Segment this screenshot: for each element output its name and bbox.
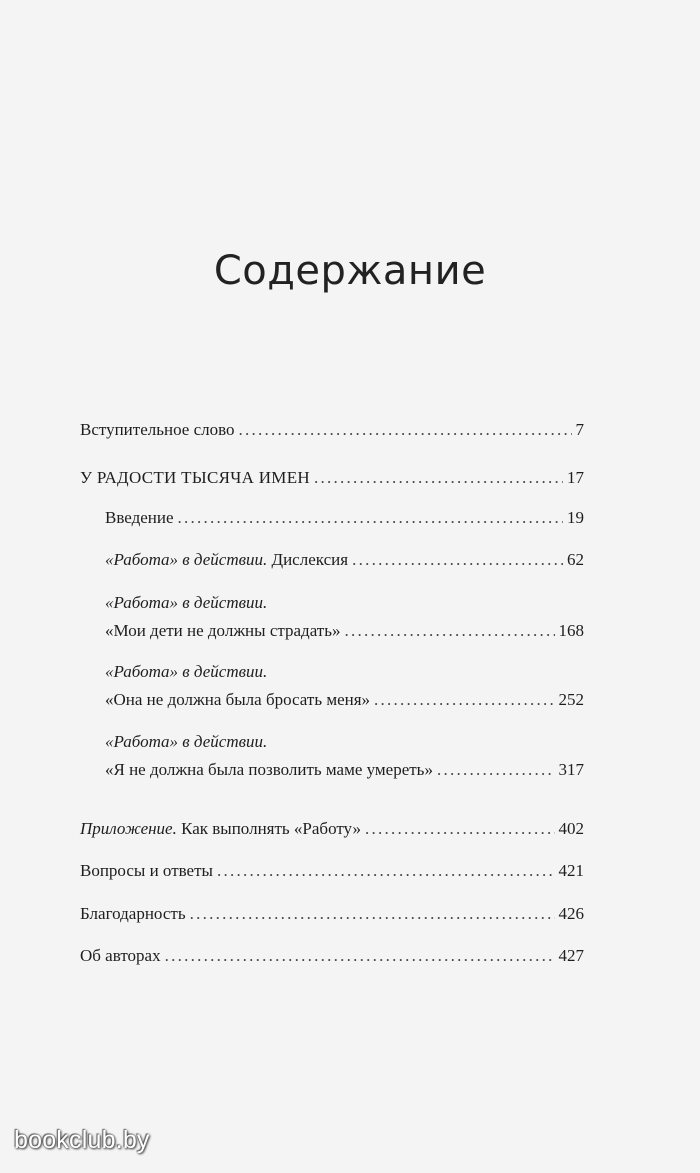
toc-page-number: 252	[558, 690, 584, 709]
toc-leader-dots	[314, 467, 563, 489]
toc-leader-dots	[239, 419, 572, 441]
toc-entry-intro-word[interactable]	[80, 419, 584, 441]
page-title: Содержание	[213, 248, 487, 294]
toc-entry-prefix: «Работа» в действии.	[105, 662, 268, 681]
toc-entry-prefix: «Работа» в действии.	[105, 593, 268, 612]
toc-leader-dots	[345, 620, 555, 642]
toc-entry-leave[interactable]	[105, 689, 584, 711]
toc-entry-appendix[interactable]	[80, 818, 584, 840]
toc-entry-label: Вопросы и ответы	[80, 861, 213, 880]
toc-page-number: 17	[567, 468, 584, 487]
toc-entry-label: У РАДОСТИ ТЫСЯЧА ИМЕН	[80, 468, 310, 487]
toc-page-number: 427	[558, 946, 584, 965]
toc-leader-dots	[365, 818, 555, 840]
toc-entry-mother[interactable]	[105, 759, 584, 781]
toc-entry-prefix: Приложение.	[80, 819, 177, 838]
toc-entry-qa[interactable]	[80, 860, 584, 882]
toc-entry-label	[80, 818, 361, 840]
toc-page-number: 7	[575, 420, 584, 439]
watermark: bookclub.by	[14, 1126, 150, 1154]
toc-page-number: 317	[558, 760, 584, 779]
toc-entry-prefix: «Работа» в действии.	[105, 550, 268, 569]
toc-leader-dots	[437, 759, 555, 781]
toc-entry-label: «Я не должна была позволить маме умереть»	[105, 760, 433, 779]
toc-entry-part-one[interactable]	[80, 467, 584, 489]
toc-entry-title: Дислексия	[271, 550, 349, 569]
toc-page-number: 402	[558, 819, 584, 838]
toc-leader-dots	[217, 860, 555, 882]
toc-page-number: 62	[567, 550, 584, 569]
toc-entry-introduction[interactable]	[105, 507, 584, 529]
toc-leader-dots	[374, 689, 554, 711]
toc-entry-title: Как выполнять «Работу»	[181, 819, 361, 838]
toc-entry-label	[105, 549, 348, 571]
toc-page-number: 168	[558, 621, 584, 640]
toc-leader-dots	[178, 507, 563, 529]
toc-leader-dots	[190, 903, 555, 925]
toc-page-number: 421	[558, 861, 584, 880]
toc-entry-thanks[interactable]	[80, 903, 584, 925]
toc-page-number: 426	[558, 904, 584, 923]
toc-entry-label: Благодарность	[80, 904, 186, 923]
toc-page-number: 19	[567, 508, 584, 527]
toc-entry-dyslexia[interactable]	[105, 549, 584, 571]
toc-leader-dots	[165, 945, 555, 967]
toc-entry-label: «Мои дети не должны страдать»	[105, 621, 341, 640]
toc-entry-children[interactable]	[105, 620, 584, 642]
toc-entry-label: «Она не должна была бросать меня»	[105, 690, 371, 709]
toc-entry-label: Введение	[105, 508, 174, 527]
toc-entry-label: Вступительное слово	[80, 420, 235, 439]
toc-entry-label: Об авторах	[80, 946, 161, 965]
toc-entry-prefix: «Работа» в действии.	[105, 732, 268, 751]
toc-entry-authors[interactable]	[80, 945, 584, 967]
toc-leader-dots	[352, 549, 563, 571]
